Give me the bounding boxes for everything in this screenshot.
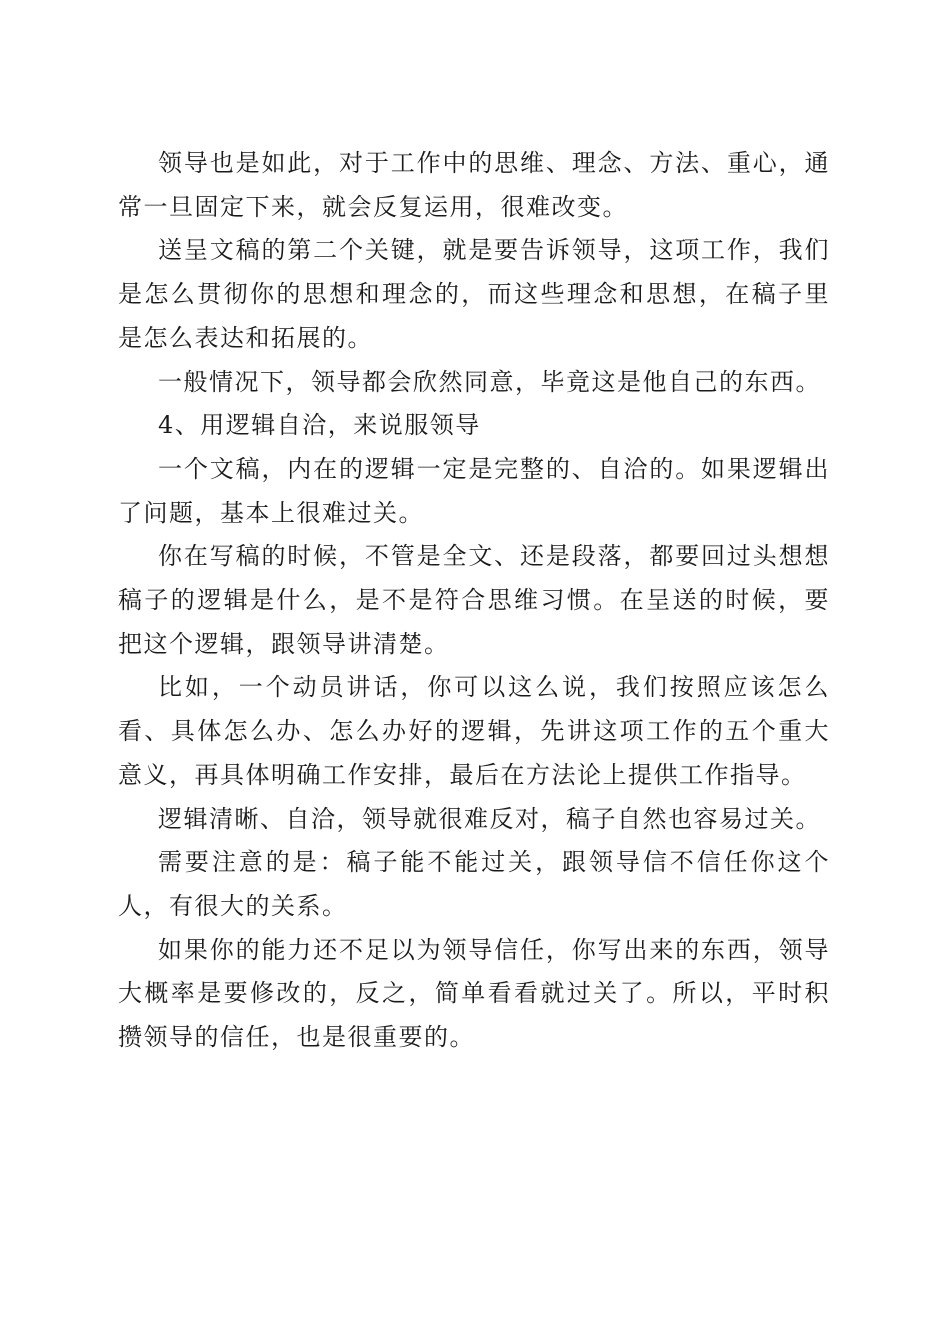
paragraph: 一个文稿，内在的逻辑一定是完整的、自洽的。如果逻辑出了问题，基本上很难过关。 [118, 454, 830, 527]
paragraph: 需要注意的是：稿子能不能过关，跟领导信不信任你这个人，有很大的关系。 [118, 848, 830, 920]
section-heading: 4、用逻辑自洽，来说服领导 [158, 411, 481, 440]
paragraph: 领导也是如此，对于工作中的思维、理念、方法、重心，通常一旦固定下来，就会反复运用，很难改变。 [118, 149, 830, 221]
paragraph: 逻辑清晰、自洽，领导就很难反对，稿子自然也容易过关。 [158, 804, 821, 833]
paragraph: 一般情况下，领导都会欣然同意，毕竟这是他自己的东西。 [158, 367, 821, 396]
paragraph: 送呈文稿的第二个关键，就是要告诉领导，这项工作，我们是怎么贯彻你的思想和理念的，而这些理念和思想，在稿子里是怎么表达和拓展的。 [118, 236, 830, 352]
paragraph: 你在写稿的时候，不管是全文、还是段落，都要回过头想想稿子的逻辑是什么，是不是符合思维习惯。在呈送的时候，要把这个逻辑，跟领导讲清楚。 [118, 542, 830, 658]
document-body [118, 142, 830, 1060]
paragraph: 如果你的能力还不足以为领导信任，你写出来的东西，领导大概率是要修改的，反之，简单看看就过关了。所以，平时积攒领导的信任，也是很重要的。 [118, 935, 830, 1052]
paragraph: 比如，一个动员讲话，你可以这么说，我们按照应该怎么看、具体怎么办、怎么办好的逻辑，先讲这项工作的五个重大意义，再具体明确工作安排，最后在方法论上提供工作指导。 [118, 673, 830, 789]
